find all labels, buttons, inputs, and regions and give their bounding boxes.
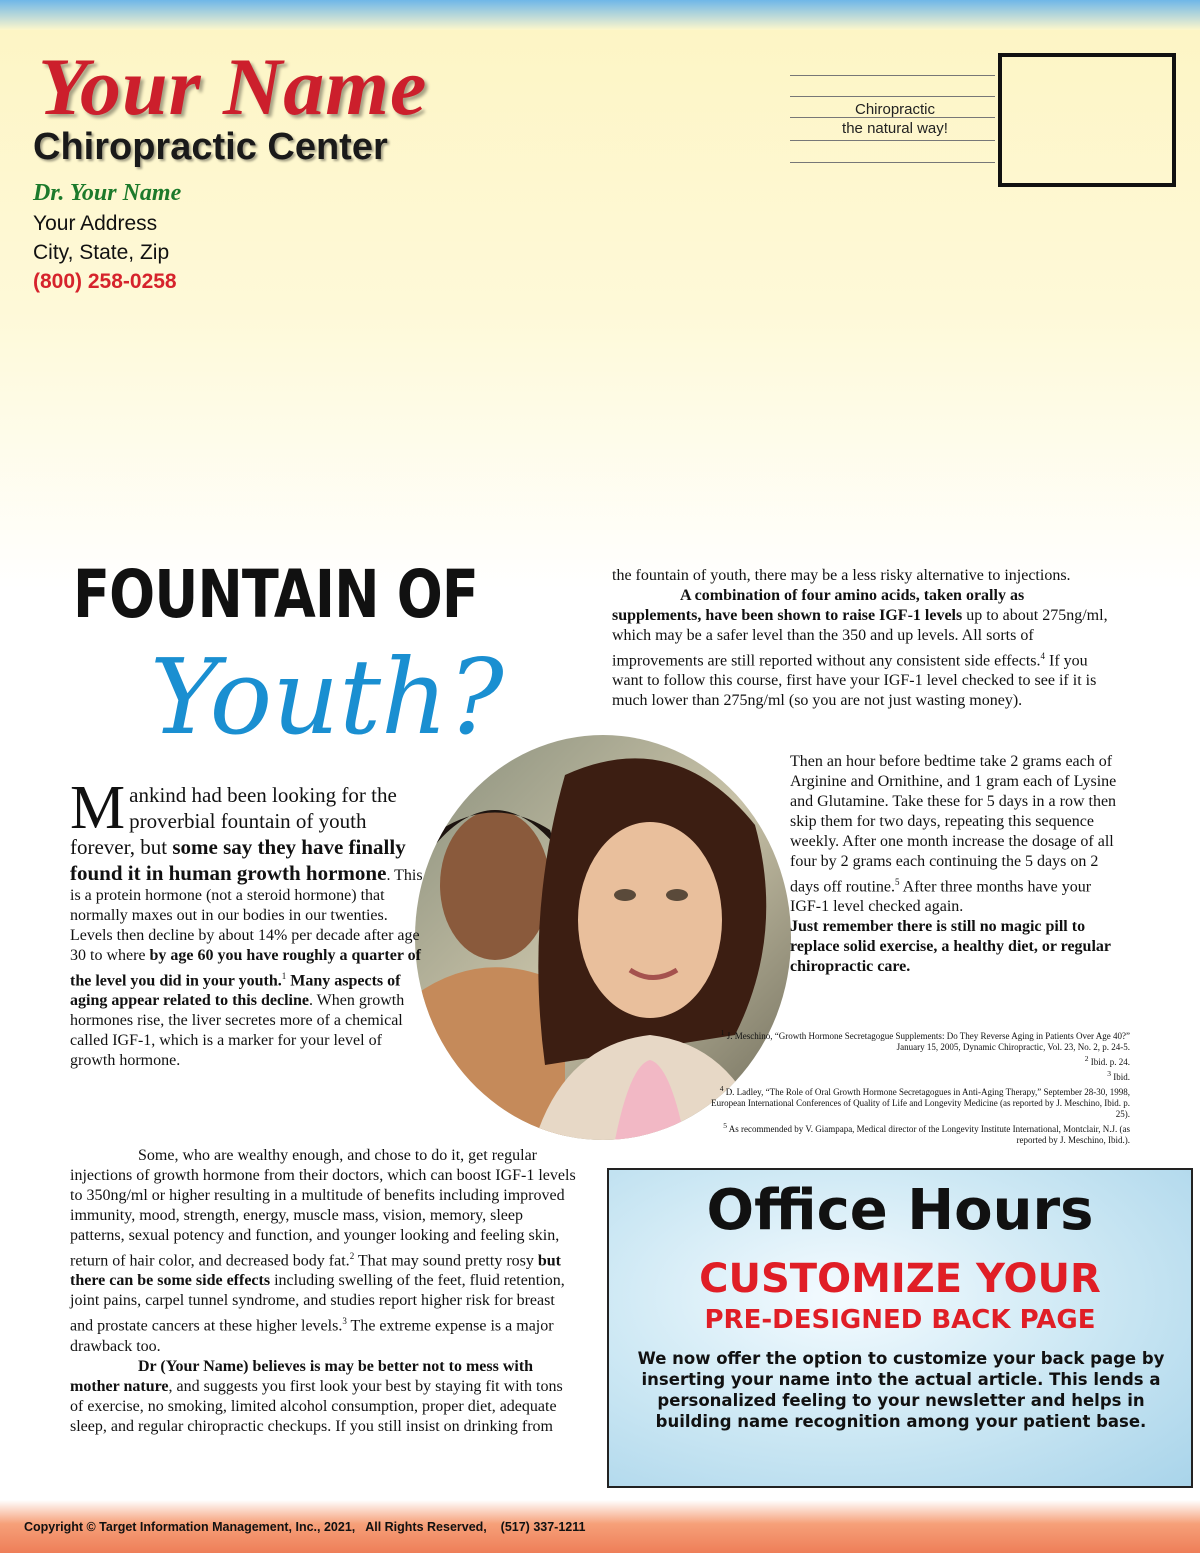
paragraph-text: Some, who are wealthy enough, and chose to do it, get regular injections of growth hormone from their doctors, which can boost IGF-1 levels to 350ng/ml or higher resulting in a multitude of benefits including improved immunity, mood, strength, energy, muscle mass, vision, memory, sleep patterns, sexual potency and function, and younger looking and feeling skin, return of hair color, and decreased body fat. [70,1147,576,1270]
footnote-ref: 5 [895,877,900,887]
drop-cap: M [70,774,126,842]
copyright-notice: Copyright © Target Information Management, Inc., 2021, All Rights Reserved, (517) 337-1211 [24,1520,586,1534]
practice-subtitle: Chiropractic Center [33,126,388,168]
office-hours-box [607,1168,1193,1488]
paragraph-text: After three months have your IGF-1 level checked again. [790,878,1092,916]
man-face [440,810,550,960]
tagline-line1: Chiropractic [854,101,936,118]
woman-face [578,822,722,1018]
footnote-ref: 2 [349,1251,355,1261]
article-body-right-lower [790,752,1125,977]
emphasis-text: by age 60 you have roughly a quarter of the level you did in your youth. [70,947,421,990]
practice-name: Your Name [38,41,428,132]
paragraph-text: , and suggests you first look your best by staying fit with tons of exercise, no smoking, limited alcohol consumption, proper diet, adequate sleep, and regular chiropractic checkups. If you still insist on drinking from [70,1377,563,1435]
paragraph-text: up to about 275ng/ml, which may be a safer level than the 350 and up levels. All sorts of improvements are still reported without any consistent side effects. [612,607,1108,670]
woman-eye [614,889,636,901]
emphasis-text: Many aspects of aging appear related to this decline [70,972,401,1010]
city-line: City, State, Zip [33,241,170,264]
address-rule [790,162,995,163]
paragraph-text: including swelling of the feet, fluid retention, joint pains, carpel tunnel syndrome, and studies report higher risk for breast and prostate cancers at these higher levels. [70,1272,565,1335]
headline-fountain: FOUNTAIN OF [73,556,479,633]
article-body-right [612,566,1112,711]
intro-text: ankind had been looking for the proverbial fountain of youth forever, but [70,783,397,859]
paragraph-text: Then an hour before bedtime take 2 grams each of Arginine and Ornithine, and 1 gram each of Lysine and Glutamine. Take these for 5 days in a row then skip them for two days, repeating this sequence weekly. After one month increase the dosage of all four by 2 grams each continuing the 5 days on 2 days off routine. [790,753,1117,896]
tagline-line2: the natural way! [842,120,948,137]
footnote-item: $^4$ D. Ladley, “The Role of Oral Growth Hormone Secretagogues in Anti-Aging Therapy,” September 28-30, 1998, European International Conferences of Quality of Life and Longevity Medicine (as reported by J. Meschino, Ibid. p. 25). [711,1084,1130,1119]
office-hours-title: Office Hours [706,1178,1094,1243]
emphasis-text: but there can be some side effects [70,1252,561,1290]
customize-heading: CUSTOMIZE YOUR [699,1256,1101,1302]
paragraph-text: The extreme expense is a major drawback too. [70,1317,554,1355]
address-rule [790,96,995,97]
headline-youth: Youth? [150,636,504,758]
footnote-item: $^5$ As recommended by V. Giampapa, Medical director of the Longevity Institute International, Montclair, N.J. (as reported by J. Meschino, Ibid.). [723,1121,1130,1145]
footnote-item: $^1$ J. Meschino, “Growth Hormone Secretagogue Supplements: Do They Reverse Aging in Patients Over Age 40?” January 15, 2005, Dynamic Chiropractic, Vol. 23, No. 2, p. 24-5. [720,1028,1130,1052]
article-body-left [70,1146,580,1437]
paragraph-text: . This is a protein hormone (not a steroid hormone) that normally maxes out in our bodies in our twenties. Levels then decline by about 14% per decade after age 30 to where [70,867,423,964]
office-hours-body: We now offer the option to customize your back page by inserting your name into the actual article. This lends a personalized feeling to your newsletter and helps in building name recognition among your patient base. [637,1349,1165,1431]
paragraph-text: If you want to follow this course, first have your IGF-1 level checked to see if it is much lower than 275ng/ml (so you are not just wasting money). [612,652,1097,710]
footnote-item: $^2$ Ibid. p. 24. [1084,1054,1130,1067]
address-rule [790,75,995,76]
top-gradient-bar [0,0,1200,30]
paragraph-text: . When growth hormones rise, the liver secretes more of a chemical called IGF-1, which is a marker for your level of growth hormone. [70,992,405,1070]
postage-stamp-box [998,53,1176,187]
footnote-item: $^3$ Ibid. [1107,1069,1130,1082]
customize-subheading: PRE-DESIGNED BACK PAGE [704,1305,1096,1335]
article-intro [70,774,430,1071]
phone-number: (800) 258-0258 [33,270,177,293]
woman-eye [666,889,688,901]
footnotes [710,1027,1130,1146]
intro-emphasis: some say they have finally found it in human growth hormone [70,835,406,885]
paragraph-text: That may sound pretty rosy [354,1252,538,1270]
footnote-ref: 4 [1040,651,1045,661]
footnote-ref: 1 [281,971,287,981]
closing-remark: Just remember there is still no magic pill to replace solid exercise, a healthy diet, or regular chiropractic care. [790,918,1111,976]
doctor-name: Dr. Your Name [33,180,182,206]
footnote-ref: 3 [342,1316,347,1327]
emphasis-text: Dr (Your Name) believes is may be better not to mess with mother nature [70,1357,534,1395]
emphasis-text: A combination of four amino acids, taken orally as supplements, have been shown to raise IGF-1 levels [612,587,1025,624]
address-line: Your Address [33,212,158,235]
paragraph-text: the fountain of youth, there may be a less risky alternative to injections. [612,567,1071,584]
address-rule [790,140,995,141]
